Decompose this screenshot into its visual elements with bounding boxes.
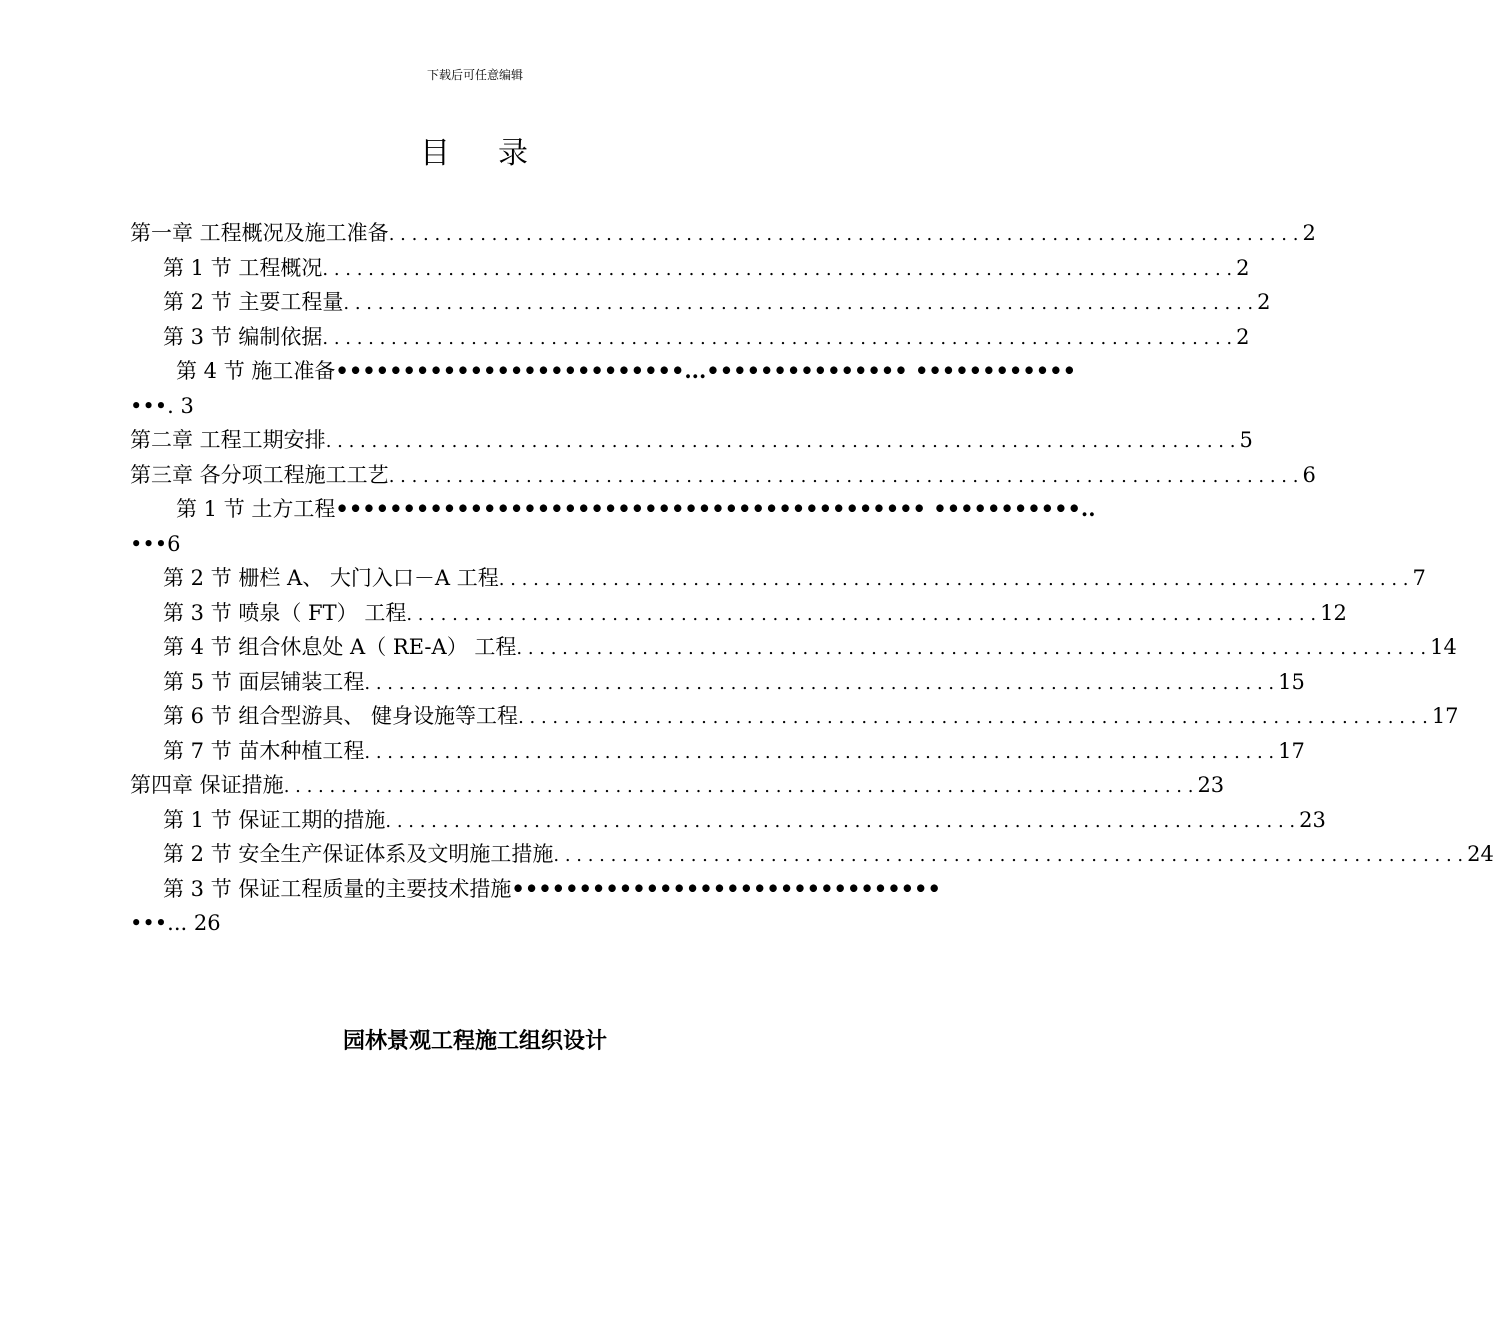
toc-entry-4-3[interactable] — [130, 872, 941, 907]
toc-entry-label: 第 4 节 施工准备 — [176, 359, 336, 383]
toc-entry-4-2[interactable] — [130, 837, 1494, 872]
page-header-note: 下载后可任意编辑 — [426, 68, 523, 82]
toc-entry-3-1-tail: •••6 — [130, 531, 181, 556]
toc-entry-label: 第二章 工程工期安排 — [130, 428, 326, 452]
toc-entry-chapter-3[interactable] — [130, 458, 1316, 493]
toc-entry-page: 2 — [1236, 324, 1250, 349]
toc-entry-3-6[interactable] — [130, 699, 1459, 734]
toc-entry-label: 第 1 节 保证工期的措施 — [163, 807, 386, 832]
toc-entry-label: 第 6 节 组合型游具、 健身设施等工程 — [163, 704, 519, 728]
toc-leader-dots — [389, 460, 1299, 495]
toc-entry-label: 第四章 保证措施 — [130, 773, 284, 797]
toc-entry-label: 第 3 节 编制依据 — [163, 324, 323, 349]
toc-leader-dots — [364, 736, 1274, 771]
toc-leader-dots — [499, 563, 1409, 598]
toc-entry-page: 6 — [1302, 462, 1316, 487]
toc-entry-label: 第 1 节 工程概况 — [163, 255, 323, 280]
toc-entry-label: 第一章 工程概况及施工准备 — [130, 221, 389, 245]
toc-entry-1-4-tail: •••. 3 — [130, 393, 194, 418]
toc-leader-dots — [406, 598, 1316, 633]
toc-entry-chapter-2[interactable] — [130, 423, 1253, 458]
toc-entry-page: 2 — [1236, 255, 1250, 280]
toc-leader-bullets: •••••••••••••••••••••••••••••••• — [511, 875, 941, 901]
toc-entry-label: 第 3 节 喷泉（ FT） 工程 — [163, 600, 407, 625]
toc-entry-label: 第 2 节 安全生产保证体系及文明施工措施 — [163, 842, 554, 866]
toc-leader-dots — [516, 632, 1426, 667]
toc-entry-page: 17 — [1278, 738, 1305, 763]
toc-entry-label: 第 2 节 栅栏 A、 大门入口－A 工程 — [163, 566, 499, 590]
document-title: 园林景观工程施工组织设计 — [342, 1029, 607, 1054]
toc-entry-label: 第 4 节 组合休息处 A（ RE-A） 工程 — [163, 635, 517, 659]
toc-entry-page: 14 — [1430, 635, 1457, 659]
toc-leader-dots — [322, 253, 1232, 288]
toc-leader-dots — [518, 701, 1428, 736]
toc-leader-dots — [389, 218, 1299, 253]
toc-entry-page: 7 — [1412, 566, 1426, 590]
toc-entry-page: 5 — [1239, 428, 1253, 452]
toc-entry-1-4[interactable] — [130, 354, 1077, 389]
toc-entry-label: 第 7 节 苗木种植工程 — [163, 738, 365, 763]
toc-entry-label: 第 5 节 面层铺装工程 — [163, 669, 365, 694]
toc-leader-bullets: •••••••••••••••••••••••••••••••••••••••••••• •••••••••••.. — [335, 496, 1096, 521]
toc-entry-4-1[interactable] — [130, 803, 1326, 838]
toc-entry-label: 第 3 节 保证工程质量的主要技术措施 — [163, 876, 512, 901]
toc-title — [0, 128, 950, 172]
toc-entry-page: 23 — [1197, 773, 1225, 797]
toc-entry-page: 12 — [1320, 600, 1347, 625]
table-of-contents — [130, 216, 1494, 941]
toc-entry-3-4[interactable] — [130, 630, 1457, 665]
toc-entry-label: 第三章 各分项工程施工工艺 — [130, 462, 389, 487]
toc-entry-page: 24 — [1467, 842, 1494, 866]
toc-leader-dots — [343, 287, 1253, 322]
toc-entry-page: 15 — [1278, 669, 1305, 694]
toc-leader-dots — [284, 770, 1194, 805]
toc-entry-3-3[interactable] — [130, 596, 1347, 631]
toc-entry-3-2[interactable] — [130, 561, 1426, 596]
toc-entry-label: 第 2 节 主要工程量 — [163, 290, 344, 314]
toc-leader-dots — [326, 425, 1236, 460]
toc-title-char-2: 录 — [498, 136, 530, 171]
toc-leader-dots — [364, 667, 1274, 702]
toc-entry-1-3[interactable] — [130, 320, 1250, 355]
toc-entry-1-2[interactable] — [130, 285, 1271, 320]
toc-entry-1-1[interactable] — [130, 251, 1250, 286]
toc-entry-page: 2 — [1302, 221, 1316, 245]
toc-leader-bullets: ••••••••••••••••••••••••••...••••••••••••••• •••••••••••• — [335, 358, 1077, 383]
toc-entry-chapter-4[interactable] — [130, 768, 1225, 803]
toc-entry-page: 23 — [1299, 807, 1326, 832]
toc-entry-3-7[interactable] — [130, 734, 1305, 769]
toc-entry-3-1[interactable] — [130, 492, 1096, 527]
toc-entry-chapter-1[interactable] — [130, 216, 1316, 251]
toc-entry-3-5[interactable] — [130, 665, 1305, 700]
toc-entry-label: 第 1 节 土方工程 — [176, 497, 336, 521]
toc-title-char-1: 目 — [420, 136, 452, 171]
toc-entry-4-3-tail: •••... 26 — [130, 911, 221, 935]
toc-entry-page: 2 — [1257, 290, 1271, 314]
toc-leader-dots — [553, 839, 1463, 874]
toc-leader-dots — [385, 805, 1295, 840]
toc-leader-dots — [322, 322, 1232, 357]
toc-entry-page: 17 — [1431, 704, 1459, 728]
